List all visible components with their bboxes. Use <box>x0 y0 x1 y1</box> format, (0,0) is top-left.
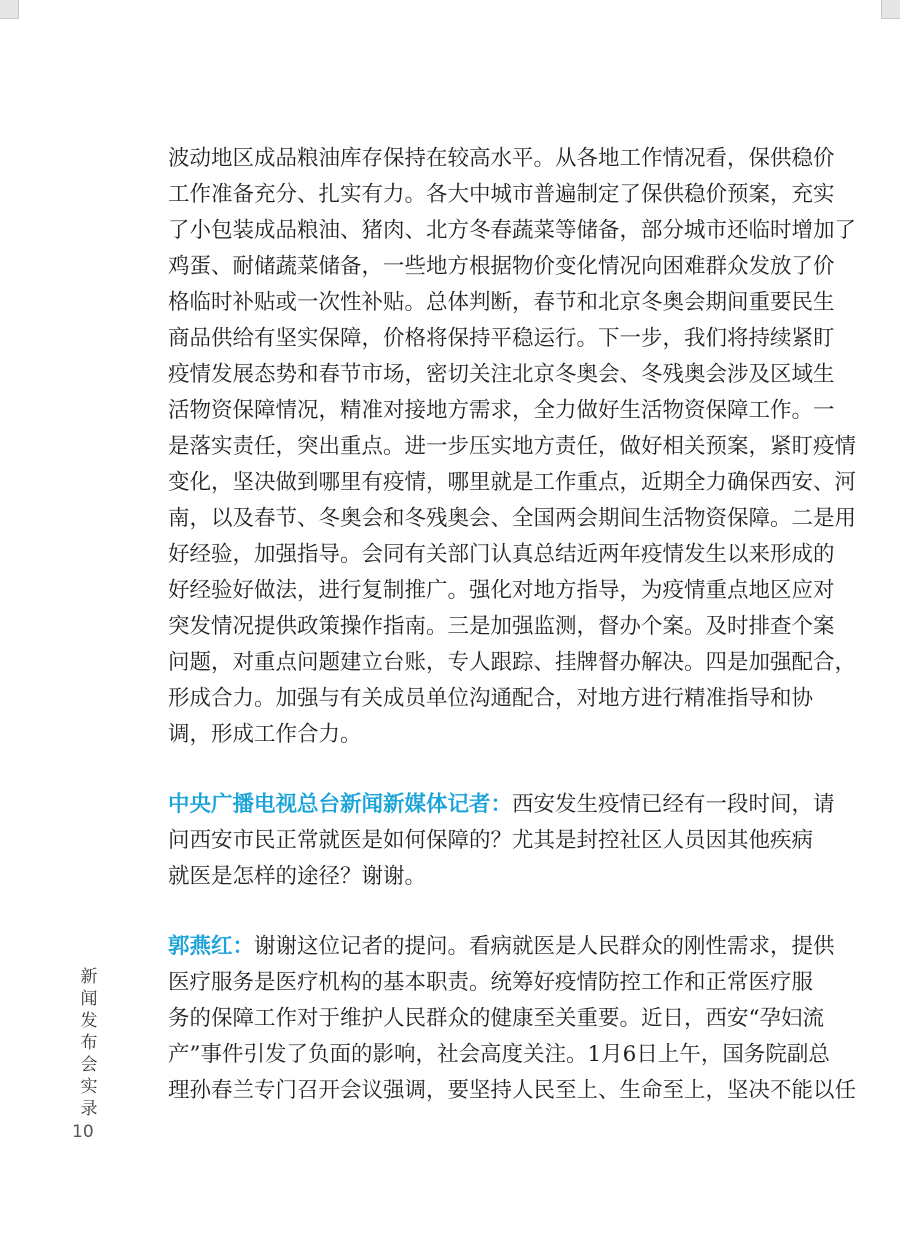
body-line: 鸡蛋、耐储蔬菜储备，一些地方根据物价变化情况向困难群众发放了价 <box>168 254 835 279</box>
body-line: 形成合力。加强与有关成员单位沟通配合，对地方进行精准指导和协 <box>168 686 814 711</box>
body-line: 活物资保障情况，精准对接地方需求，全力做好生活物资保障工作。一 <box>168 398 835 423</box>
crop-mark-top-left <box>0 0 19 19</box>
body-line: 突发情况提供政策操作指南。三是加强监测，督办个案。及时排查个案 <box>168 614 835 639</box>
body-line: 好经验，加强指导。会同有关部门认真总结近两年疫情发生以来形成的 <box>168 542 835 567</box>
body-line: 商品供给有坚实保障，价格将保持平稳运行。下一步，我们将持续紧盯 <box>168 326 835 351</box>
question-line: 问西安市民正常就医是如何保障的？尤其是封控社区人员因其他疾病 <box>168 828 814 853</box>
crop-mark-top-right <box>881 0 900 19</box>
body-line: 调，形成工作合力。 <box>168 722 362 747</box>
answer-line: 医疗服务是医疗机构的基本职责。统筹好疫情防控工作和正常医疗服 <box>168 970 814 995</box>
body-line: 疫情发展态势和春节市场，密切关注北京冬奥会、冬残奥会涉及区域生 <box>168 362 835 387</box>
body-line: 问题，对重点问题建立台账，专人跟踪、挂牌督办解决。四是加强配合， <box>168 650 857 675</box>
question-first-line <box>168 787 835 823</box>
answer-text: 谢谢这位记者的提问。看病就医是人民群众的刚性需求，提供 <box>254 934 835 959</box>
question-speaker: 中央广播电视总台新闻新媒体记者： <box>168 792 513 817</box>
body-line: 波动地区成品粮油库存保持在较高水平。从各地工作情况看，保供稳价 <box>168 146 835 171</box>
question-line: 就医是怎样的途径？谢谢。 <box>168 864 427 889</box>
answer-line: 务的保障工作对于维护人民群众的健康至关重要。近日，西安“孕妇流 <box>168 1006 824 1031</box>
side-section-label: 新闻发布会实录 <box>80 967 98 1119</box>
body-line: 变化，坚决做到哪里有疫情，哪里就是工作重点，近期全力确保西安、河 <box>168 470 857 495</box>
body-line: 南，以及春节、冬奥会和冬残奥会、全国两会期间生活物资保障。二是用 <box>168 506 857 531</box>
body-line: 工作准备充分、扎实有力。各大中城市普遍制定了保供稳价预案，充实 <box>168 182 835 207</box>
question-text: 西安发生疫情已经有一段时间，请 <box>512 792 835 817</box>
body-line: 了小包装成品粮油、猪肉、北方冬春蔬菜等储备，部分城市还临时增加了 <box>168 218 857 243</box>
answer-first-line <box>168 929 835 965</box>
answer-line: 理孙春兰专门召开会议强调，要坚持人民至上、生命至上，坚决不能以任 <box>168 1078 857 1103</box>
page-number: 10 <box>72 1122 94 1142</box>
answer-speaker: 郭燕红： <box>168 934 255 959</box>
body-line: 好经验好做法，进行复制推广。强化对地方指导，为疫情重点地区应对 <box>168 578 835 603</box>
body-line: 格临时补贴或一次性补贴。总体判断，春节和北京冬奥会期间重要民生 <box>168 290 835 315</box>
answer-line: 产”事件引发了负面的影响，社会高度关注。1月6日上午，国务院副总 <box>168 1042 830 1067</box>
body-line: 是落实责任，突出重点。进一步压实地方责任，做好相关预案，紧盯疫情 <box>168 434 857 459</box>
